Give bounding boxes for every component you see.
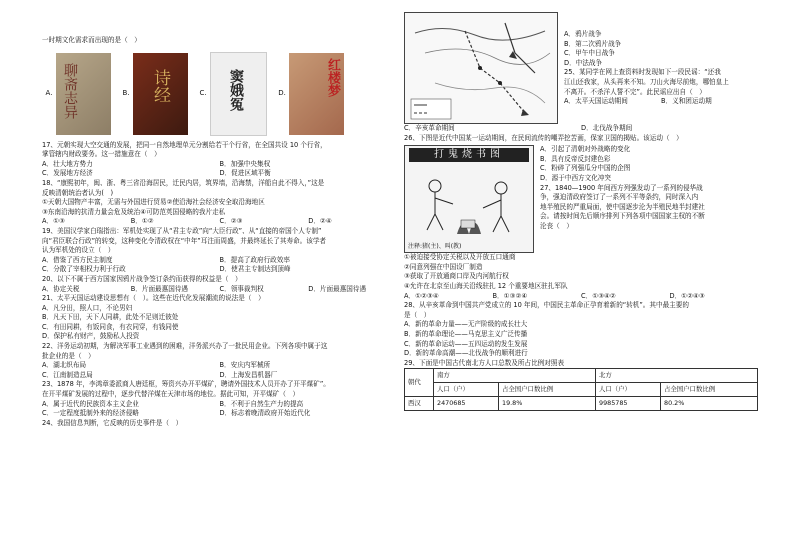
map-drawing — [405, 13, 557, 123]
q27-line-5: 沦丧（ ） — [540, 221, 573, 230]
q27-line-1: 27、1840—1900 年间西方列强发动了一系列的侵华战 — [540, 183, 703, 192]
q18-item-1: ①天朝大国物产丰富，无需与外国进行贸易②使沿海社会经济安全取沿海地区 — [42, 198, 265, 207]
q19-option-d[interactable]: D．使君主专制达到顶峰 — [219, 265, 291, 274]
q25-option-b[interactable]: B．义和团运动期 — [661, 97, 712, 106]
q25-option-c[interactable]: C．辛亥革命期间 — [404, 124, 455, 132]
q20-option-a[interactable]: A．协定关税 — [42, 284, 80, 293]
q25-line-1: 25、某同学在网上查资料时发现如下一段民谣：“还我 — [564, 68, 721, 77]
q24-options — [558, 12, 758, 124]
left-column — [42, 36, 397, 428]
cartoon-drawing — [405, 164, 533, 244]
table-header-north: 北方 — [596, 369, 758, 383]
q17-option-a[interactable]: A．壮大地方势力 — [42, 159, 93, 168]
q24-option-c[interactable]: C．甲午中日战争 — [564, 49, 615, 58]
q25-option-a[interactable]: A．太平天国运动期间 — [564, 97, 628, 106]
q27-item-1: ①被迫接受协定关税以及开放五口通商 — [404, 253, 516, 262]
q18-option-d[interactable]: D．②④ — [308, 217, 332, 226]
table-subheader: 人口（户） — [596, 383, 661, 397]
war-route-map — [404, 12, 558, 124]
book-cover-doue: 窦娥冤 — [210, 52, 267, 136]
q19-option-b[interactable]: B．提高了政府行政效率 — [219, 255, 290, 264]
q23-option-d[interactable]: D．标志着晚清政府开始近代化 — [219, 409, 311, 418]
cartoon-title: 打鬼烧书图 — [409, 148, 529, 162]
q28-option-d[interactable]: D．新的革命高潮——北伐战争的顺利进行 — [404, 349, 528, 358]
right-column — [404, 12, 758, 411]
q22-option-d[interactable]: D．上海发昌机器厂 — [219, 370, 278, 379]
q23-line-2: 在开平煤矿发展的过程中，逐步代替洋煤在天津市场的地位。据此可知，开平煤矿（ ） — [42, 390, 300, 399]
q26-option-d[interactable]: D．源于中西方文化冲突 — [540, 173, 612, 182]
q27-item-2: ②同意列强在中国设厂制造 — [404, 262, 483, 271]
q18-option-b[interactable]: B．①② — [130, 217, 154, 226]
table-subheader: 占全国户口数比例 — [661, 383, 758, 397]
q24-map-row — [404, 12, 758, 124]
q16-book-options — [42, 50, 397, 138]
q24-option-b[interactable]: B．第二次鸦片战争 — [564, 39, 622, 48]
q19-line-3: 认为军机处的设立（ ） — [42, 246, 115, 255]
q25-line-2: 江山还我家，从头再来不知。刀山火海尽前炮，哪怕皇上 — [564, 77, 729, 86]
q27-line-4: 会。请按时间先后顺序排列下列各项中国国家主权的不断 — [540, 212, 705, 221]
q26-stem: 26、下图是近代中国某一运动期间，在民间流传的嘲弄挖苦画，保家卫国的揭贴。该运动（ ） — [404, 133, 683, 142]
q21-stem: 21、太平天国运动建设思想有（ ）。这些在近代化发展潮流的说法是（ ） — [42, 294, 265, 303]
q16-stem: 一时期文化需求而出现的是（ ） — [42, 36, 141, 44]
q26-option-b[interactable]: B．具有反帝反封建色彩 — [540, 154, 611, 163]
book-cover-liaozhai: 聊斋志异 — [56, 53, 111, 135]
q29-stem: 29、下面是中国古代南北方人口总数及所占比例对照表 — [404, 358, 565, 367]
q18-option-a[interactable]: A．①③ — [42, 217, 65, 226]
table-subheader: 占全国户口数比例 — [499, 383, 596, 397]
cartoon-note: 注释:猪(主)、叫(教) — [408, 242, 462, 250]
book-cover-hongloumeng: 红楼梦 — [289, 53, 344, 135]
q24-option-a[interactable]: A．鸦片战争 — [564, 30, 602, 38]
q23-option-c[interactable]: C．一定程度抵制外来的经济侵略 — [42, 409, 139, 418]
q17-option-c[interactable]: C．发展地方经济 — [42, 169, 93, 178]
q27-option-c[interactable]: C．①③④② — [581, 291, 616, 300]
q25-line-3: 不离开。不杀洋人誓不完”。此民谣应出自（ ） — [564, 87, 706, 96]
q24-option-d[interactable]: D．中法战争 — [564, 58, 603, 67]
q28-stem-2: 是（ ） — [404, 310, 431, 319]
q18-line-2: 反映清朝统治者认为( ) — [42, 188, 114, 197]
q18-item-2: ③东南沿海的抗清力量会危及统治④可防范英国侵略的我片走私 — [42, 207, 226, 216]
q21-option-a[interactable]: A．凡分田，照人口，不论男妇 — [42, 303, 133, 312]
table-row — [405, 397, 758, 411]
table-cell: 西汉 — [405, 397, 434, 411]
q20-option-c[interactable]: C．领事裁判权 — [219, 284, 264, 293]
q21-option-b[interactable]: B．凡天下田，天下人同耕，此处不足则迁彼处 — [42, 313, 179, 322]
q18-line-1: 18、“康熙初年，闽、浙、粤三省沿海居民，迁民内居，筑界墙，沿海禁，洋船自此不得入，”这是 — [42, 178, 325, 187]
q26-cartoon-row — [404, 145, 758, 253]
q19-option-a[interactable]: A．借鉴了西方民主制度 — [42, 255, 113, 264]
q28-option-a[interactable]: A．新的革命力量——无产阶级的成长壮大 — [404, 320, 528, 329]
table-corner: 朝代 — [405, 369, 434, 397]
q23-line-1: 23、1878 年，李鸿章委派商人唐廷枢，筹资兴办开平煤矿，聘请外国技术人员开办了开平煤矿”。 — [42, 380, 330, 389]
q24-stem: 24、我国信息判断，它反映的历史事件是（ ） — [42, 418, 183, 427]
q22-option-b[interactable]: B．安庆内军械所 — [219, 361, 271, 370]
q18-option-c[interactable]: C．②③ — [219, 217, 243, 226]
option-c[interactable]: C. 窦娥冤 — [196, 52, 267, 136]
q26-option-c[interactable]: C．粉碎了列强瓜分中国的企图 — [540, 164, 631, 173]
q22-line-2: 批企业的是（ ） — [42, 351, 95, 360]
q27-item-3: ③获取了开放通商口岸及内河航行权 — [404, 272, 509, 281]
q20-stem: 20、以下不属于西方国家因鸦片战争签订条约而获得的权益是（ ） — [42, 274, 242, 283]
q23-option-b[interactable]: B．不利于自然生产力的提高 — [219, 399, 304, 408]
q19-option-c[interactable]: C．分散了宰相权力利于行政 — [42, 265, 126, 274]
q21-option-c[interactable]: C．有田同耕，有饭同食，有衣同穿，有钱同使 — [42, 322, 179, 331]
q26-option-a[interactable]: A．引起了清朝对外战略的变化 — [540, 145, 631, 154]
table-subheader: 人口（户） — [434, 383, 499, 397]
q19-line-2: 向“君臣联合行政”的转变，这种变化令清政权在“中年”耳注而周盛，并最终延长了其寿命。该学者 — [42, 236, 327, 245]
q17-option-d[interactable]: D．促进区域平衡 — [219, 169, 271, 178]
q17-line-2: 掌管辖内财政要务。这一措施意在（ ） — [42, 150, 161, 159]
table-cell: 9985785 — [596, 397, 661, 411]
option-d[interactable]: D. 红楼梦 — [275, 53, 344, 135]
q27-option-a[interactable]: A．①②③④ — [404, 291, 439, 300]
q27-item-4: ④允许在北京至山海关沿线驻扎 12 个重要地区驻扎军队 — [404, 281, 568, 290]
q27-line-3: 地半殖民的严重局面，使中国逐步沦为半殖民地半封建社 — [540, 202, 705, 211]
q17-option-b[interactable]: B．加强中央集权 — [219, 159, 271, 168]
q19-line-1: 19、美国汉学家白瑞指出：军机处实现了从“君主专政”向“大臣行政”、从“直接的帝国个人专制” — [42, 226, 322, 235]
q27-option-b[interactable]: B．①③②④ — [492, 291, 528, 300]
q21-option-d[interactable]: D．保护私有财产，鼓励私人投资 — [42, 332, 140, 341]
q27-line-2: 争，强迫清政府签订了一系列不平等条约，同时深入内 — [540, 193, 699, 202]
q22-line-1: 22、洋务运动初期，为解决军事工业遇到的困难，洋务派兴办了一批民用企业。下列各项中属于这 — [42, 342, 328, 351]
option-b[interactable]: B. 诗经 — [119, 53, 188, 135]
q28-option-b[interactable]: B．新的革命理论——马克思主义广泛传播 — [404, 329, 528, 338]
book-cover-shijing: 诗经 — [133, 53, 188, 135]
table-cell: 80.2% — [661, 397, 758, 411]
option-a[interactable]: A. 聊斋志异 — [42, 53, 111, 135]
q28-stem: 28、从辛亥革命到中国共产党成立的 10 年间，中国民主革命正孕育着新的“转机”。其中最主要的 — [404, 301, 689, 310]
table-cell: 19.8% — [499, 397, 596, 411]
cartoon-image — [404, 145, 534, 253]
q20-option-d[interactable]: D．片面最惠国待遇 — [308, 284, 367, 293]
q27-option-d[interactable]: D．①②④③ — [669, 291, 705, 300]
q22-option-c[interactable]: C．江南制造总局 — [42, 370, 93, 379]
q25-option-d[interactable]: D．北伐战争期间 — [581, 124, 633, 132]
q20-option-b[interactable]: B．片面最惠国待遇 — [130, 284, 189, 293]
q23-option-a[interactable]: A．属于近代的民族资本主义企业 — [42, 399, 139, 408]
q17-line-1: 17、元朝实现大空交通的发展，把同一自然地理单元分割给若干个行省，在全国共设 10 个行省， — [42, 140, 327, 149]
q26-27-side — [534, 145, 758, 253]
q28-option-c[interactable]: C．新的革命运动——五四运动的发生发展 — [404, 339, 528, 348]
table-cell: 2470685 — [434, 397, 499, 411]
q22-option-a[interactable]: A．湖北织布局 — [42, 361, 87, 370]
table-header-south: 南方 — [434, 369, 596, 383]
population-table — [404, 368, 758, 411]
